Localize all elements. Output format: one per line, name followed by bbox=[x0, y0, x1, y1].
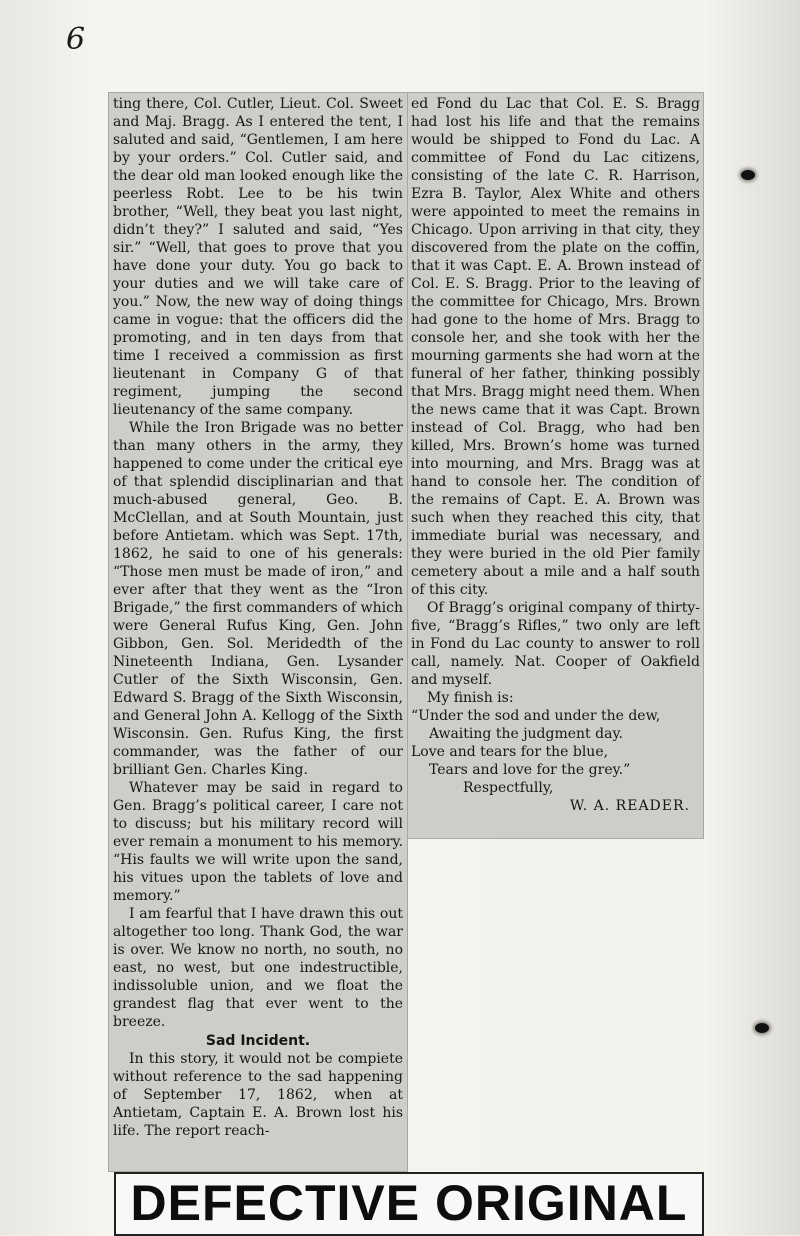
paragraph: ting there, Col. Cutler, Lieut. Col. Sweet and Maj. Bragg. As I entered the tent, I saluted and said, “Gentlemen, I am here by your orders.” Col. Cutler said, and the dear old man looked enough like the peerless Robt. Lee to be his twin brother, “Well, they beat you last night, didn’t they?” I saluted and said, “Yes sir.” “Well, that goes to prove that you have done your duty. You go back to your duties and we will take care of you.” Now, the new way of doing things came in vogue: that the officers did the promoting, and in ten days from that time I received a commission as first lieutenant in Company G of that regiment, jumping the second lieutenancy of the same company. bbox=[113, 96, 403, 418]
punch-hole bbox=[755, 1023, 769, 1033]
closing-poem bbox=[411, 707, 700, 779]
defective-original-stamp: DEFECTIVE ORIGINAL bbox=[114, 1172, 704, 1236]
poem-line: Awaiting the judgment day. bbox=[429, 726, 623, 742]
article-right-column bbox=[411, 95, 700, 815]
paragraph: I am fearful that I have drawn this out altogether too long. Thank God, the war is over. We know no north, no south, no east, no west, but one indestructible, indissoluble union, and we float the grandest flag that ever went to the breeze. bbox=[113, 906, 403, 1030]
paragraph: ed Fond du Lac that Col. E. S. Bragg had lost his life and that the remains would be shipped to Fond du Lac. A committee of Fond du Lac citizens, consisting of the late C. R. Harrison, Ezra B. Taylor, Alex White and others were appointed to meet the remains in Chicago. Upon arriving in that city, they discovered from the plate on the coffin, that it was Capt. E. A. Brown instead of Col. E. S. Bragg. Prior to the leaving of the committee for Chicago, Mrs. Brown had gone to the home of Mrs. Bragg to console her, and she took with her the mourning garments she had worn at the funeral of her father, thinking possibly that Mrs. Bragg might need them. When the news came that it was Capt. Brown instead of Col. Bragg, who had ben killed, Mrs. Brown’s home was turned into mourning, and Mrs. Bragg was at hand to console her. The condition of the remains of Capt. E. A. Brown was such when they reached this city, that immediate burial was necessary, and they were buried in the old Pier family cemetery about a mile and a half south of this city. bbox=[411, 96, 700, 598]
paragraph: Whatever may be said in regard to Gen. Bragg’s political career, I care not to discuss; but his military record will ever remain a monument to his memory. “His faults we will write upon the sand, his vitues upon the tablets of love and memory.” bbox=[113, 780, 403, 904]
poem-line: Tears and love for the grey.” bbox=[429, 762, 631, 778]
paragraph: While the Iron Brigade was no better than many others in the army, they happened to come under the critical eye of that splendid disciplinarian and that much-abused general, Geo. B. McClellan, and at South Mountain, just before Antietam. which was Sept. 17th, 1862, he said to one of his generals: “Those men must be made of iron,” and ever after that they went as the “Iron Brigade,” the first commanders of which were General Rufus King, Gen. John Gibbon, Gen. Sol. Meridedth of the Nineteenth Indiana, Gen. Lysander Cutler of the Sixth Wisconsin, Gen. Edward S. Bragg of the Sixth Wisconsin, and General John A. Kellogg of the Sixth Wisconsin. Gen. Rufus King, the first commander, was the father of our brilliant Gen. Charles King. bbox=[113, 420, 403, 778]
punch-hole bbox=[741, 170, 755, 180]
page-number: 6 bbox=[66, 22, 84, 57]
paragraph: In this story, it would not be compiete without reference to the sad happening of September 17, 1862, when at Antietam, Captain E. A. Brown lost his life. The report reach- bbox=[113, 1051, 403, 1139]
section-subheading: Sad Incident. bbox=[205, 1033, 311, 1049]
paragraph: My finish is: bbox=[427, 690, 514, 706]
paragraph: Of Bragg’s original company of thirty-five, “Bragg’s Rifles,” two only are left in Fond du Lac county to answer to roll call, namely. Nat. Cooper of Oakfield and myself. bbox=[411, 600, 700, 688]
article-left-column bbox=[113, 95, 403, 1140]
author-signature: W. A. READER. bbox=[569, 798, 690, 814]
closing-salutation: Respectfully, bbox=[463, 780, 554, 796]
poem-line: “Under the sod and under the dew, bbox=[411, 708, 661, 724]
poem-line: Love and tears for the blue, bbox=[411, 744, 609, 760]
